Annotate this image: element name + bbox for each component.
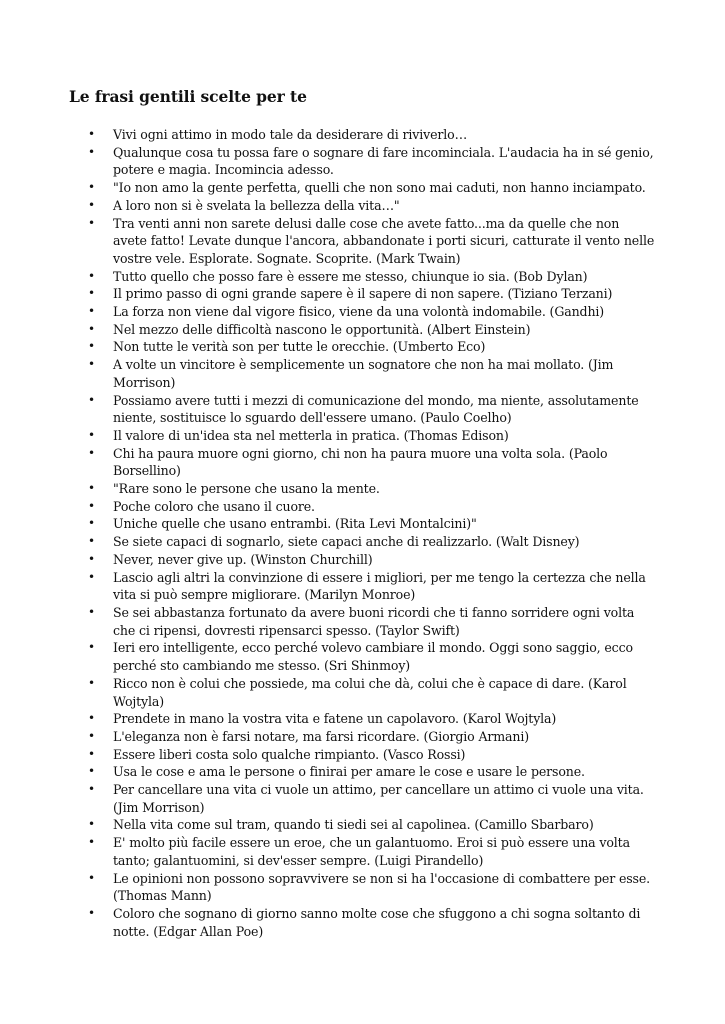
quote-text: Possiamo avere tutti i mezzi di comunicazione del mondo, ma niente, assolutamente niente, sostituisce lo sguardo dell'essere umano. (Paulo Coelho) bbox=[113, 392, 639, 426]
bullet-icon: • bbox=[88, 870, 95, 885]
quote-text: "Rare sono le persone che usano la mente. bbox=[113, 481, 380, 497]
bullet-icon: • bbox=[88, 321, 95, 336]
bullet-icon: • bbox=[88, 835, 95, 850]
bullet-icon: • bbox=[88, 127, 95, 141]
quote-text: La forza non viene dal vigore fisico, viene da una volontà indomabile. (Gandhi) bbox=[113, 304, 605, 320]
list-item bbox=[69, 197, 655, 215]
bullet-icon: • bbox=[88, 675, 95, 690]
list-item bbox=[69, 781, 655, 816]
bullet-icon: • bbox=[88, 445, 95, 460]
page-title: Le frasi gentili scelte per te bbox=[69, 87, 307, 106]
quote-text: Poche coloro che usano il cuore. bbox=[113, 498, 315, 514]
list-item bbox=[69, 604, 655, 639]
list-item bbox=[69, 445, 655, 480]
bullet-icon: • bbox=[88, 268, 95, 283]
quote-text: Tutto quello che posso fare è essere me stesso, chiunque io sia. (Bob Dylan) bbox=[113, 268, 588, 284]
quote-text: L'eleganza non è farsi notare, ma farsi ricordare. (Giorgio Armani) bbox=[113, 728, 530, 744]
list-item bbox=[69, 321, 655, 339]
bullet-icon: • bbox=[88, 197, 95, 212]
bullet-icon: • bbox=[88, 481, 95, 496]
quote-text: Never, never give up. (Winston Churchill) bbox=[113, 551, 373, 567]
bullet-icon: • bbox=[88, 711, 95, 726]
quote-text: Vivi ogni attimo in modo tale da desiderare di riviverlo… bbox=[113, 127, 468, 142]
list-item bbox=[69, 356, 655, 391]
quote-text: Se sei abbastanza fortunato da avere buoni ricordi che ti fanno sorridere ogni volta che ci ripensi, dovresti ripensarci spesso. (Taylor Swift) bbox=[113, 604, 635, 638]
quote-text: Ieri ero intelligente, ecco perché volevo cambiare il mondo. Oggi sono saggio, ecco perché sto cambiando me stesso. (Sri Shinmoy) bbox=[113, 640, 633, 674]
quote-text: Essere liberi costa solo qualche rimpianto. (Vasco Rossi) bbox=[113, 746, 466, 762]
list-item bbox=[69, 285, 655, 303]
list-item bbox=[69, 515, 655, 533]
quote-text: Prendete in mano la vostra vita e fatene un capolavoro. (Karol Wojtyla) bbox=[113, 711, 557, 727]
quote-text: Se siete capaci di sognarlo, siete capaci anche di realizzarlo. (Walt Disney) bbox=[113, 534, 580, 550]
list-item bbox=[69, 728, 655, 746]
bullet-icon: • bbox=[88, 498, 95, 513]
list-item bbox=[69, 710, 655, 728]
list-item bbox=[69, 763, 655, 781]
quote-text: A loro non si è svelata la bellezza della vita…" bbox=[113, 197, 400, 213]
list-item bbox=[69, 834, 655, 869]
bullet-icon: • bbox=[88, 180, 95, 195]
quote-text: Il valore di un'idea sta nel metterla in pratica. (Thomas Edison) bbox=[113, 427, 509, 443]
bullet-icon: • bbox=[88, 357, 95, 372]
bullet-icon: • bbox=[88, 640, 95, 655]
list-item bbox=[69, 144, 655, 179]
list-item bbox=[69, 215, 655, 268]
list-item bbox=[69, 639, 655, 674]
bullet-icon: • bbox=[88, 339, 95, 354]
bullet-icon: • bbox=[88, 304, 95, 319]
bullet-icon: • bbox=[88, 516, 95, 531]
list-item bbox=[69, 816, 655, 834]
bullet-icon: • bbox=[88, 286, 95, 301]
list-item bbox=[69, 551, 655, 569]
quote-text: Chi ha paura muore ogni giorno, chi non ha paura muore una volta sola. (Paolo Borsellino) bbox=[113, 445, 608, 479]
quote-text: Non tutte le verità son per tutte le orecchie. (Umberto Eco) bbox=[113, 339, 486, 355]
quote-text: Nel mezzo delle difficoltà nascono le opportunità. (Albert Einstein) bbox=[113, 321, 531, 337]
quote-text: "Io non amo la gente perfetta, quelli che non sono mai caduti, non hanno inciampato. bbox=[113, 180, 646, 196]
list-item bbox=[69, 268, 655, 286]
bullet-icon: • bbox=[88, 551, 95, 566]
list-item bbox=[69, 392, 655, 427]
quote-text: Usa le cose e ama le persone o finirai per amare le cose e usare le persone. bbox=[113, 764, 585, 780]
bullet-icon: • bbox=[88, 764, 95, 779]
quote-text: Uniche quelle che usano entrambi. (Rita Levi Montalcini)" bbox=[113, 516, 477, 532]
quote-text: Nella vita come sul tram, quando ti siedi sei al capolinea. (Camillo Sbarbaro) bbox=[113, 817, 594, 833]
bullet-icon: • bbox=[88, 569, 95, 584]
bullet-icon: • bbox=[88, 817, 95, 832]
bullet-icon: • bbox=[88, 905, 95, 920]
bullet-icon: • bbox=[88, 534, 95, 549]
quote-text: Per cancellare una vita ci vuole un attimo, per cancellare un attimo ci vuole una vita. (Jim Morrison) bbox=[113, 782, 644, 815]
list-item bbox=[69, 675, 655, 710]
list-item bbox=[69, 179, 655, 197]
list-item bbox=[69, 427, 655, 445]
quote-text: Il primo passo di ogni grande sapere è il sapere di non sapere. (Tiziano Terzani) bbox=[113, 286, 613, 302]
list-item bbox=[69, 498, 655, 516]
list-item bbox=[69, 303, 655, 321]
quote-list bbox=[69, 126, 655, 940]
bullet-icon: • bbox=[88, 782, 95, 797]
list-item bbox=[69, 480, 655, 498]
bullet-icon: • bbox=[88, 427, 95, 442]
quote-text: Le opinioni non possono sopravvivere se non si ha l'occasione di combattere per esse. (Thomas Mann) bbox=[113, 870, 651, 904]
quote-text: E' molto più facile essere un eroe, che un galantuomo. Eroi si può essere una volta tanto; galantuomini, si dev'esser sempre. (Luigi Pirandello) bbox=[113, 835, 630, 868]
bullet-icon: • bbox=[88, 728, 95, 743]
list-item bbox=[69, 533, 655, 551]
list-item bbox=[69, 126, 655, 144]
bullet-icon: • bbox=[88, 144, 95, 159]
quote-text: Coloro che sognano di giorno sanno molte cose che sfuggono a chi sogna soltanto di notte. (Edgar Allan Poe) bbox=[113, 905, 641, 939]
quote-text: Ricco non è colui che possiede, ma colui che dà, colui che è capace di dare. (Karol Wojtyla) bbox=[113, 675, 627, 709]
bullet-icon: • bbox=[88, 746, 95, 761]
bullet-icon: • bbox=[88, 392, 95, 407]
quote-text: A volte un vincitore è semplicemente un sognatore che non ha mai mollato. (Jim Morrison) bbox=[113, 357, 614, 390]
quote-text: Qualunque cosa tu possa fare o sognare di fare incominciala. L'audacia ha in sé genio, potere e magia. Incomincia adesso. bbox=[113, 144, 654, 178]
list-item bbox=[69, 905, 655, 940]
list-item bbox=[69, 338, 655, 356]
bullet-icon: • bbox=[88, 215, 95, 230]
list-item bbox=[69, 870, 655, 905]
bullet-icon: • bbox=[88, 604, 95, 619]
list-item bbox=[69, 569, 655, 604]
quote-text: Tra venti anni non sarete delusi dalle cose che avete fatto...ma da quelle che non avete fatto! Levate dunque l'ancora, abbandonate i porti sicuri, catturate il vento nelle vostre vele. Esplorate. Sognate. Scoprite. (Mark Twain) bbox=[113, 215, 655, 266]
quote-text: Lascio agli altri la convinzione di essere i migliori, per me tengo la certezza che nella vita si può sempre migliorare. (Marilyn Monroe) bbox=[113, 569, 646, 603]
list-item bbox=[69, 746, 655, 764]
